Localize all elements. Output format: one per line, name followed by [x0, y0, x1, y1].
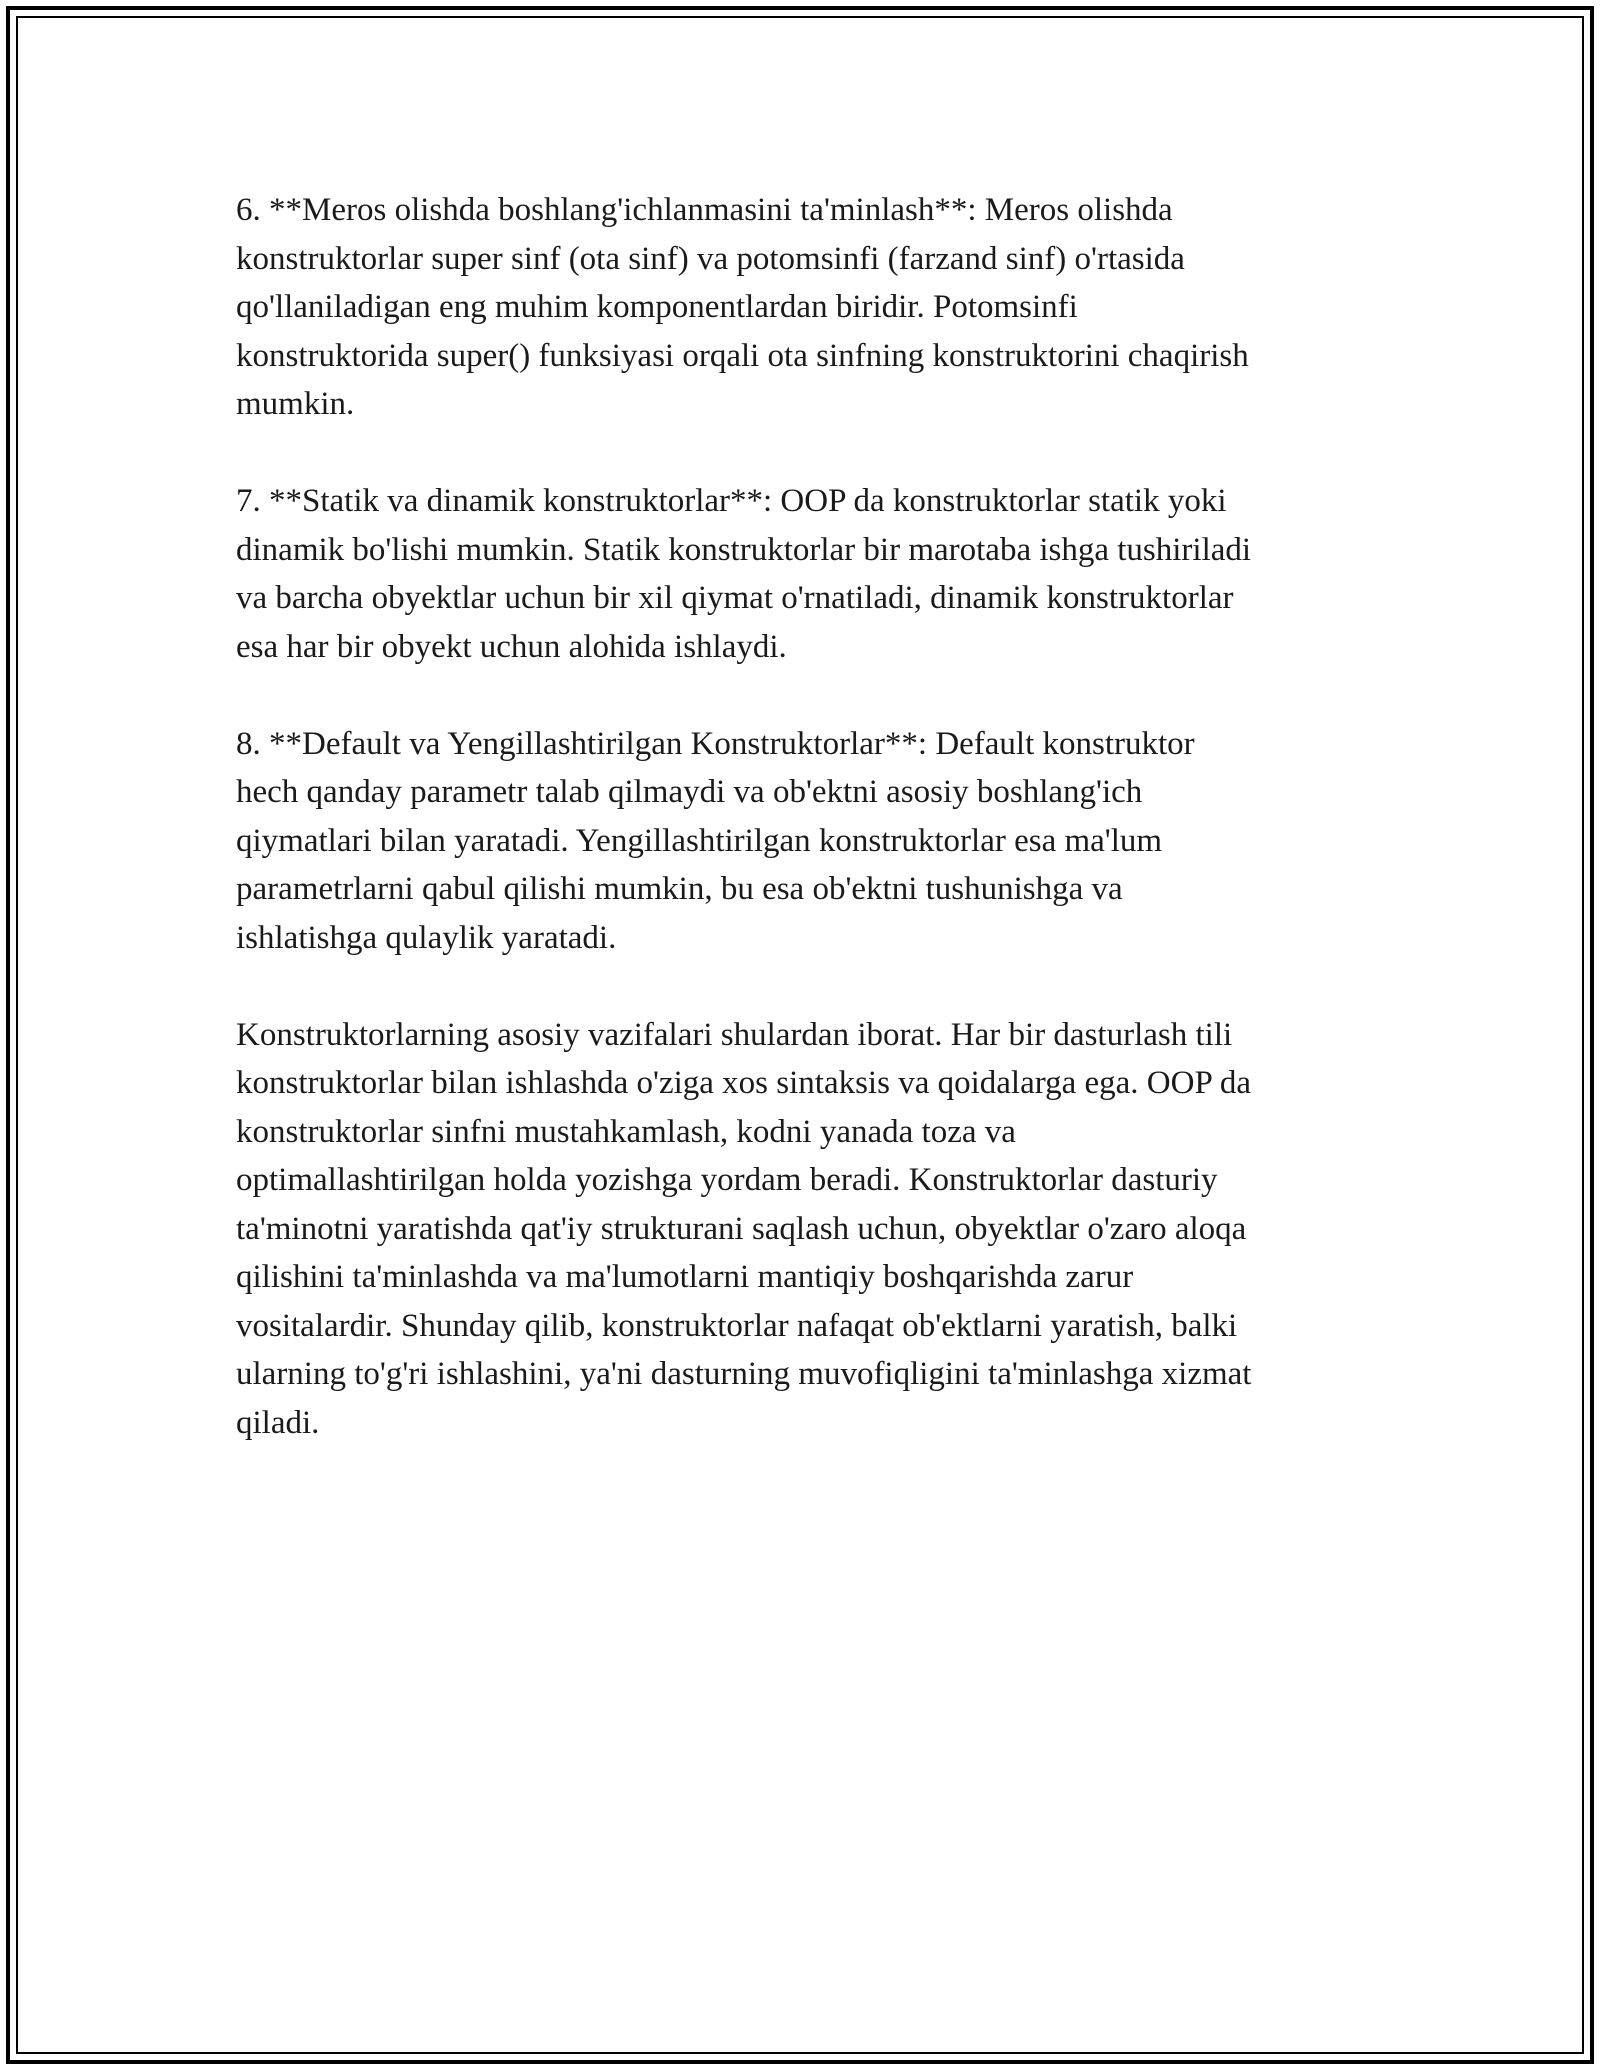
text-line: qilishini ta'minlashda va ma'lumotlarni mantiqiy boshqarishda zarur — [236, 1259, 1134, 1295]
text-line: ta'minotni yaratishda qat'iy strukturani saqlash uchun, obyektlar o'zaro aloqa — [236, 1210, 1247, 1247]
text-line: mumkin. — [236, 386, 355, 422]
text-line: esa har bir obyekt uchun alohida ishlaydi. — [236, 628, 787, 665]
text-line: qiladi. — [236, 1404, 320, 1441]
text-line: hech qanday parametr talab qilmaydi va ob'ektni asosiy boshlang'ich — [236, 774, 1143, 810]
text-line: ishlatishga qulaylik yaratadi. — [236, 919, 617, 956]
text-line: 6. **Meros olishda boshlang'ichlanmasini ta'minlash**: Meros olishda — [236, 192, 1173, 228]
text-line: konstruktorlar super sinf (ota sinf) va potomsinfi (farzand sinf) o'rtasida — [236, 240, 1185, 277]
paragraph-item-6 — [236, 186, 1376, 429]
text-line: dinamik bo'lishi mumkin. Statik konstruktorlar bir marotaba ishga tushiriladi — [236, 531, 1252, 568]
paragraph-conclusion — [236, 1011, 1376, 1448]
text-line: optimallashtirilgan holda yozishga yordam beradi. Konstruktorlar dasturiy — [236, 1162, 1218, 1198]
text-line: 7. **Statik va dinamik konstruktorlar**: OOP da konstruktorlar statik yoki — [236, 483, 1227, 519]
text-line: va barcha obyektlar uchun bir xil qiymat o'rnatiladi, dinamik konstruktorlar — [236, 580, 1234, 616]
text-line: qo'llaniladigan eng muhim komponentlardan biridir. Potomsinfi — [236, 289, 1078, 325]
paragraph-item-7 — [236, 477, 1376, 671]
text-line: ularning to'g'ri ishlashini, ya'ni dasturning muvofiqligini ta'minlashga xizmat — [236, 1356, 1252, 1392]
text-line: qiymatlari bilan yaratadi. Yengillashtirilgan konstruktorlar esa ma'lum — [236, 822, 1163, 859]
text-line: 8. **Default va Yengillashtirilgan Konstruktorlar**: Default konstruktor — [236, 725, 1195, 762]
text-line: parametrlarni qabul qilishi mumkin, bu esa ob'ektni tushunishga va — [236, 871, 1123, 907]
text-line: konstruktorida super() funksiyasi orqali ota sinfning konstruktorini chaqirish — [236, 337, 1249, 374]
document-body — [236, 186, 1376, 1496]
text-line: konstruktorlar sinfni mustahkamlash, kodni yanada toza va — [236, 1113, 1016, 1150]
text-line: konstruktorlar bilan ishlashda o'ziga xos sintaksis va qoidalarga ega. OOP da — [236, 1065, 1251, 1101]
text-line: Konstruktorlarning asosiy vazifalari shulardan iborat. Har bir dasturlash tili — [236, 1016, 1233, 1053]
paragraph-item-8 — [236, 720, 1376, 963]
text-line: vositalardir. Shunday qilib, konstruktorlar nafaqat ob'ektlarni yaratish, balki — [236, 1307, 1238, 1344]
